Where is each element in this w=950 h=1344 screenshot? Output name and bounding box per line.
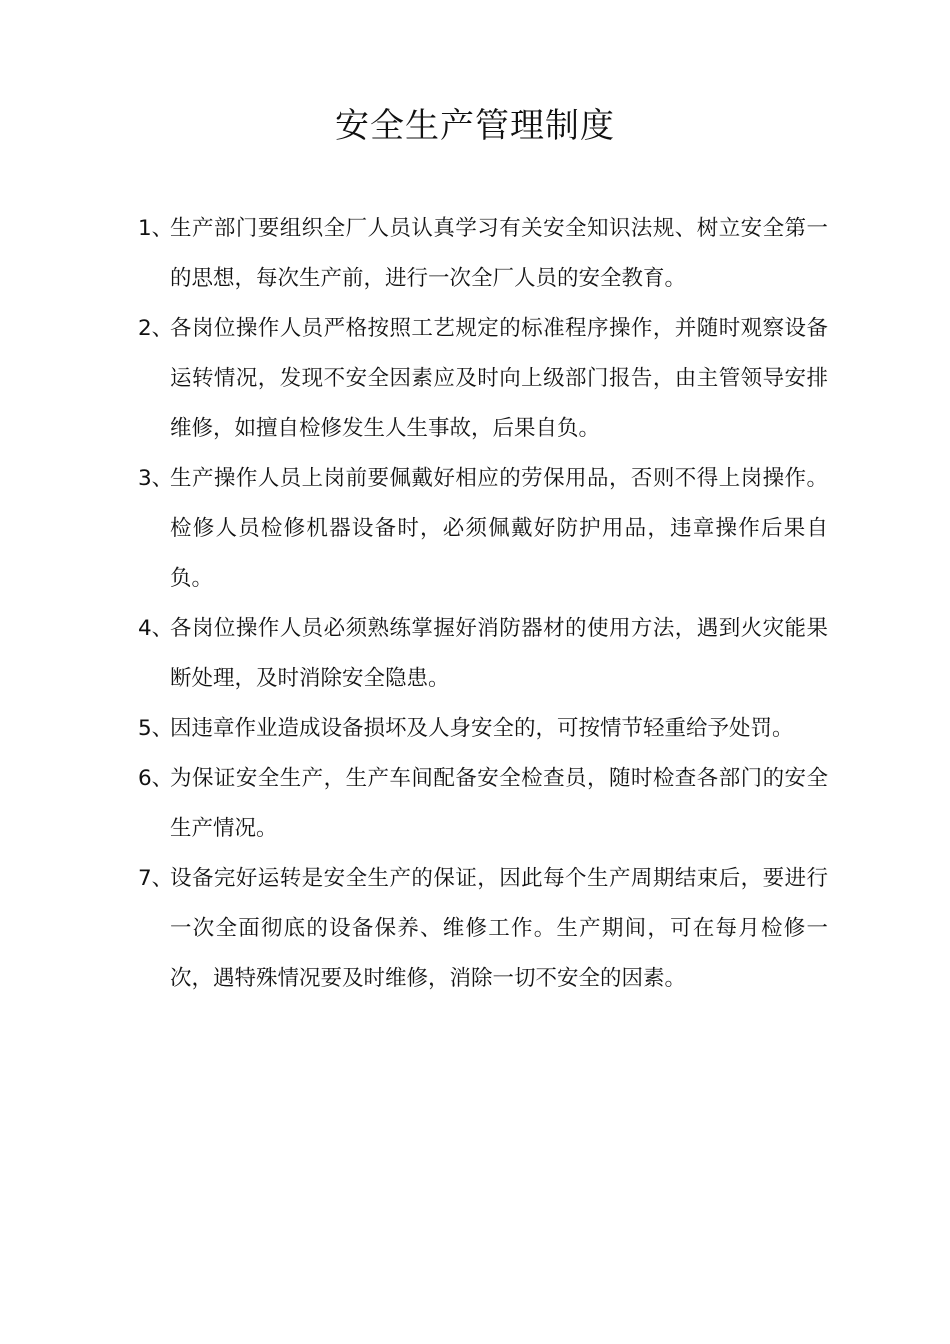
rule-number: 7、 (138, 866, 174, 891)
rules-list (138, 204, 828, 1004)
rule-item-6 (138, 754, 828, 854)
rule-text: 各岗位操作人员严格按照工艺规定的标准程序操作，并随时观察设备运转情况，发现不安全因素应及时向上级部门报告，由主管领导安排维修，如擅自检修发生人生事故，后果自负。 (170, 316, 828, 441)
rule-text: 生产部门要组织全厂人员认真学习有关安全知识法规、树立安全第一的思想，每次生产前，进行一次全厂人员的安全教育。 (170, 216, 828, 291)
rule-number: 1、 (138, 216, 174, 241)
rule-item-3 (138, 454, 828, 604)
rule-number: 4、 (138, 616, 174, 641)
rule-number: 3、 (138, 466, 174, 491)
rule-text: 各岗位操作人员必须熟练掌握好消防器材的使用方法，遇到火灾能果断处理，及时消除安全隐患。 (170, 616, 828, 691)
rule-text: 为保证安全生产，生产车间配备安全检查员，随时检查各部门的安全生产情况。 (170, 766, 828, 841)
rule-item-1 (138, 204, 828, 304)
rule-number: 6、 (138, 766, 174, 791)
rule-text: 生产操作人员上岗前要佩戴好相应的劳保用品，否则不得上岗操作。检修人员检修机器设备时，必须佩戴好防护用品，违章操作后果自负。 (170, 466, 828, 591)
rule-text: 因违章作业造成设备损坏及人身安全的，可按情节轻重给予处罚。 (170, 716, 794, 741)
rule-text: 设备完好运转是安全生产的保证，因此每个生产周期结束后，要进行一次全面彻底的设备保养、维修工作。生产期间，可在每月检修一次，遇特殊情况要及时维修，消除一切不安全的因素。 (170, 866, 828, 991)
rule-item-7 (138, 854, 828, 1004)
rule-item-5 (138, 704, 828, 754)
rule-item-4 (138, 604, 828, 704)
rule-item-2 (138, 304, 828, 454)
document-title: 安全生产管理制度 (335, 106, 615, 146)
rule-number: 2、 (138, 316, 174, 341)
rule-number: 5、 (138, 716, 174, 741)
